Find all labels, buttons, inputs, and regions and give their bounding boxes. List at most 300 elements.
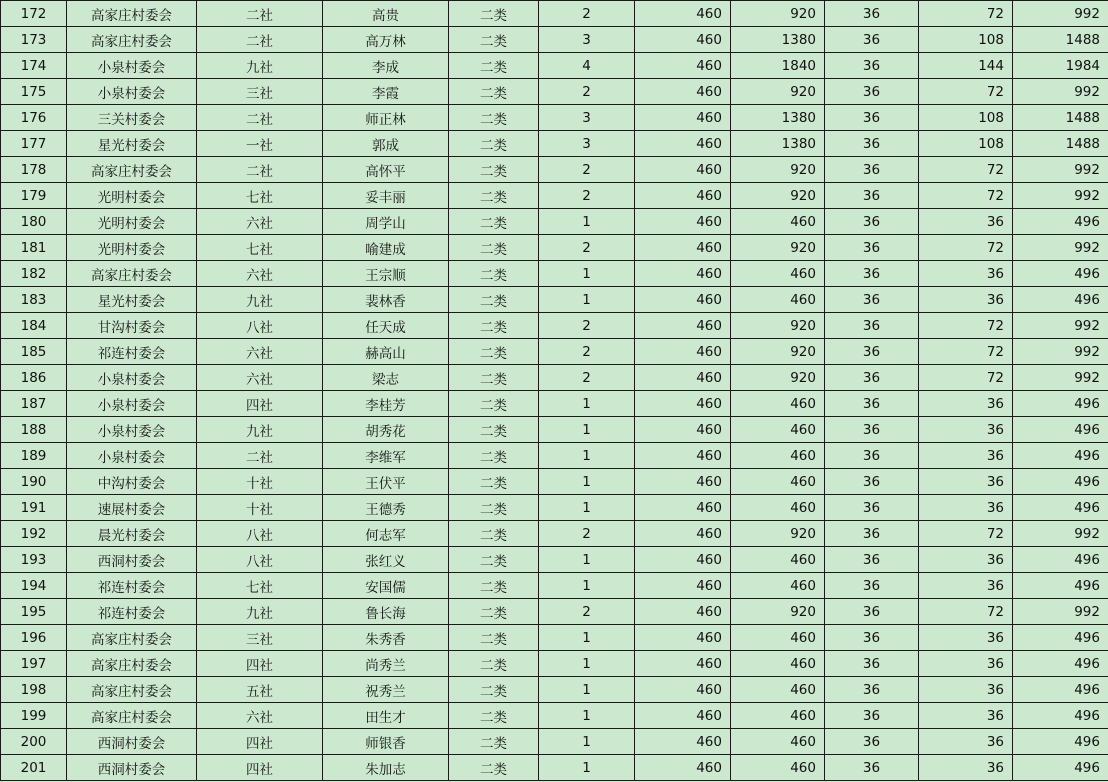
cell-household-count[interactable]: 3 [539, 27, 635, 53]
cell-village-committee[interactable]: 高家庄村委会 [67, 651, 197, 677]
cell-category[interactable]: 二类 [449, 729, 539, 755]
cell-subtotal-amount[interactable]: 460 [731, 469, 825, 495]
cell-extra-unit[interactable]: 36 [825, 27, 919, 53]
cell-group[interactable]: 四社 [197, 391, 323, 417]
cell-village-committee[interactable]: 光明村委会 [67, 183, 197, 209]
cell-subtotal-amount[interactable]: 920 [731, 157, 825, 183]
cell-category[interactable]: 二类 [449, 521, 539, 547]
cell-total-amount[interactable]: 992 [1013, 313, 1108, 339]
cell-household-count[interactable]: 1 [539, 209, 635, 235]
cell-subtotal-amount[interactable]: 460 [731, 391, 825, 417]
cell-group[interactable]: 二社 [197, 1, 323, 27]
cell-total-amount[interactable]: 496 [1013, 391, 1108, 417]
cell-group[interactable]: 六社 [197, 209, 323, 235]
cell-unit-standard[interactable]: 460 [635, 703, 731, 729]
cell-extra-unit[interactable]: 36 [825, 157, 919, 183]
cell-row-number[interactable]: 191 [1, 495, 67, 521]
cell-village-committee[interactable]: 甘沟村委会 [67, 313, 197, 339]
cell-subtotal-amount[interactable]: 460 [731, 703, 825, 729]
cell-extra-unit[interactable]: 36 [825, 1, 919, 27]
cell-unit-standard[interactable]: 460 [635, 677, 731, 703]
cell-unit-standard[interactable]: 460 [635, 469, 731, 495]
cell-subtotal-amount[interactable]: 1840 [731, 53, 825, 79]
cell-group[interactable]: 二社 [197, 27, 323, 53]
cell-unit-standard[interactable]: 460 [635, 573, 731, 599]
cell-household-count[interactable]: 1 [539, 677, 635, 703]
cell-total-amount[interactable]: 992 [1013, 235, 1108, 261]
cell-category[interactable]: 二类 [449, 53, 539, 79]
cell-row-number[interactable]: 177 [1, 131, 67, 157]
cell-village-committee[interactable]: 速展村委会 [67, 495, 197, 521]
cell-unit-standard[interactable]: 460 [635, 495, 731, 521]
cell-name[interactable]: 尚秀兰 [323, 651, 449, 677]
cell-extra-unit[interactable]: 36 [825, 443, 919, 469]
cell-category[interactable]: 二类 [449, 703, 539, 729]
cell-category[interactable]: 二类 [449, 599, 539, 625]
cell-group[interactable]: 八社 [197, 521, 323, 547]
cell-unit-standard[interactable]: 460 [635, 1, 731, 27]
cell-extra-unit[interactable]: 36 [825, 625, 919, 651]
cell-category[interactable]: 二类 [449, 755, 539, 781]
cell-category[interactable]: 二类 [449, 573, 539, 599]
cell-total-amount[interactable]: 496 [1013, 469, 1108, 495]
cell-total-amount[interactable]: 1488 [1013, 131, 1108, 157]
cell-subtotal-amount[interactable]: 920 [731, 235, 825, 261]
cell-subtotal-amount[interactable]: 460 [731, 417, 825, 443]
cell-extra-unit[interactable]: 36 [825, 235, 919, 261]
cell-group[interactable]: 九社 [197, 599, 323, 625]
cell-subtotal-amount[interactable]: 1380 [731, 105, 825, 131]
cell-household-count[interactable]: 2 [539, 183, 635, 209]
cell-village-committee[interactable]: 西洞村委会 [67, 547, 197, 573]
cell-group[interactable]: 四社 [197, 651, 323, 677]
cell-name[interactable]: 师银香 [323, 729, 449, 755]
cell-group[interactable]: 四社 [197, 729, 323, 755]
cell-row-number[interactable]: 184 [1, 313, 67, 339]
cell-extra-unit[interactable]: 36 [825, 677, 919, 703]
cell-village-committee[interactable]: 高家庄村委会 [67, 1, 197, 27]
cell-village-committee[interactable]: 小泉村委会 [67, 391, 197, 417]
cell-category[interactable]: 二类 [449, 651, 539, 677]
cell-household-count[interactable]: 2 [539, 365, 635, 391]
cell-row-number[interactable]: 197 [1, 651, 67, 677]
cell-extra-unit[interactable]: 36 [825, 599, 919, 625]
cell-total-amount[interactable]: 1488 [1013, 105, 1108, 131]
cell-extra-unit[interactable]: 36 [825, 651, 919, 677]
cell-extra-unit[interactable]: 36 [825, 261, 919, 287]
cell-name[interactable]: 梁志 [323, 365, 449, 391]
cell-subtotal-amount[interactable]: 460 [731, 287, 825, 313]
cell-row-number[interactable]: 175 [1, 79, 67, 105]
cell-category[interactable]: 二类 [449, 105, 539, 131]
cell-name[interactable]: 李桂芳 [323, 391, 449, 417]
cell-total-amount[interactable]: 496 [1013, 547, 1108, 573]
cell-subtotal-amount[interactable]: 460 [731, 495, 825, 521]
cell-total-amount[interactable]: 992 [1013, 599, 1108, 625]
cell-village-committee[interactable]: 星光村委会 [67, 287, 197, 313]
cell-row-number[interactable]: 192 [1, 521, 67, 547]
cell-name[interactable]: 喻建成 [323, 235, 449, 261]
cell-row-number[interactable]: 173 [1, 27, 67, 53]
cell-category[interactable]: 二类 [449, 339, 539, 365]
cell-total-amount[interactable]: 496 [1013, 755, 1108, 781]
cell-extra-amount[interactable]: 72 [919, 339, 1013, 365]
cell-unit-standard[interactable]: 460 [635, 131, 731, 157]
cell-category[interactable]: 二类 [449, 183, 539, 209]
cell-row-number[interactable]: 180 [1, 209, 67, 235]
cell-subtotal-amount[interactable]: 920 [731, 339, 825, 365]
cell-extra-amount[interactable]: 72 [919, 521, 1013, 547]
cell-village-committee[interactable]: 三关村委会 [67, 105, 197, 131]
cell-subtotal-amount[interactable]: 460 [731, 573, 825, 599]
cell-household-count[interactable]: 4 [539, 53, 635, 79]
cell-extra-unit[interactable]: 36 [825, 339, 919, 365]
cell-row-number[interactable]: 182 [1, 261, 67, 287]
cell-village-committee[interactable]: 祁连村委会 [67, 599, 197, 625]
cell-category[interactable]: 二类 [449, 547, 539, 573]
cell-group[interactable]: 四社 [197, 755, 323, 781]
cell-extra-amount[interactable]: 36 [919, 469, 1013, 495]
cell-name[interactable]: 王宗顺 [323, 261, 449, 287]
cell-extra-amount[interactable]: 36 [919, 677, 1013, 703]
cell-extra-amount[interactable]: 72 [919, 157, 1013, 183]
cell-total-amount[interactable]: 496 [1013, 729, 1108, 755]
cell-group[interactable]: 二社 [197, 443, 323, 469]
cell-unit-standard[interactable]: 460 [635, 183, 731, 209]
cell-name[interactable]: 李成 [323, 53, 449, 79]
cell-extra-amount[interactable]: 72 [919, 365, 1013, 391]
cell-village-committee[interactable]: 高家庄村委会 [67, 625, 197, 651]
cell-subtotal-amount[interactable]: 1380 [731, 131, 825, 157]
cell-group[interactable]: 九社 [197, 417, 323, 443]
cell-unit-standard[interactable]: 460 [635, 729, 731, 755]
cell-group[interactable]: 六社 [197, 339, 323, 365]
cell-group[interactable]: 九社 [197, 287, 323, 313]
cell-name[interactable]: 李维军 [323, 443, 449, 469]
cell-village-committee[interactable]: 祁连村委会 [67, 339, 197, 365]
cell-household-count[interactable]: 1 [539, 469, 635, 495]
cell-group[interactable]: 十社 [197, 495, 323, 521]
cell-row-number[interactable]: 196 [1, 625, 67, 651]
cell-unit-standard[interactable]: 460 [635, 443, 731, 469]
cell-household-count[interactable]: 2 [539, 79, 635, 105]
cell-category[interactable]: 二类 [449, 417, 539, 443]
cell-unit-standard[interactable]: 460 [635, 261, 731, 287]
cell-total-amount[interactable]: 992 [1013, 79, 1108, 105]
cell-extra-unit[interactable]: 36 [825, 495, 919, 521]
cell-category[interactable]: 二类 [449, 391, 539, 417]
cell-extra-unit[interactable]: 36 [825, 209, 919, 235]
cell-unit-standard[interactable]: 460 [635, 27, 731, 53]
cell-household-count[interactable]: 1 [539, 391, 635, 417]
cell-group[interactable]: 六社 [197, 703, 323, 729]
cell-subtotal-amount[interactable]: 920 [731, 365, 825, 391]
cell-village-committee[interactable]: 高家庄村委会 [67, 27, 197, 53]
cell-total-amount[interactable]: 496 [1013, 495, 1108, 521]
cell-group[interactable]: 八社 [197, 313, 323, 339]
cell-category[interactable]: 二类 [449, 235, 539, 261]
cell-extra-unit[interactable]: 36 [825, 521, 919, 547]
cell-extra-unit[interactable]: 36 [825, 755, 919, 781]
cell-row-number[interactable]: 172 [1, 1, 67, 27]
cell-subtotal-amount[interactable]: 460 [731, 677, 825, 703]
cell-total-amount[interactable]: 992 [1013, 1, 1108, 27]
cell-group[interactable]: 三社 [197, 79, 323, 105]
cell-household-count[interactable]: 1 [539, 755, 635, 781]
cell-group[interactable]: 六社 [197, 365, 323, 391]
cell-household-count[interactable]: 2 [539, 339, 635, 365]
cell-row-number[interactable]: 185 [1, 339, 67, 365]
cell-extra-amount[interactable]: 72 [919, 1, 1013, 27]
cell-group[interactable]: 六社 [197, 261, 323, 287]
cell-household-count[interactable]: 2 [539, 1, 635, 27]
cell-group[interactable]: 二社 [197, 105, 323, 131]
cell-category[interactable]: 二类 [449, 287, 539, 313]
cell-category[interactable]: 二类 [449, 131, 539, 157]
cell-unit-standard[interactable]: 460 [635, 105, 731, 131]
cell-extra-amount[interactable]: 36 [919, 547, 1013, 573]
cell-unit-standard[interactable]: 460 [635, 235, 731, 261]
cell-category[interactable]: 二类 [449, 261, 539, 287]
cell-row-number[interactable]: 183 [1, 287, 67, 313]
cell-extra-unit[interactable]: 36 [825, 729, 919, 755]
cell-extra-amount[interactable]: 72 [919, 235, 1013, 261]
cell-row-number[interactable]: 188 [1, 417, 67, 443]
cell-village-committee[interactable]: 光明村委会 [67, 235, 197, 261]
cell-row-number[interactable]: 181 [1, 235, 67, 261]
cell-name[interactable]: 安国儒 [323, 573, 449, 599]
cell-group[interactable]: 七社 [197, 235, 323, 261]
cell-village-committee[interactable]: 晨光村委会 [67, 521, 197, 547]
cell-extra-unit[interactable]: 36 [825, 703, 919, 729]
cell-village-committee[interactable]: 小泉村委会 [67, 79, 197, 105]
cell-total-amount[interactable]: 1984 [1013, 53, 1108, 79]
cell-subtotal-amount[interactable]: 920 [731, 1, 825, 27]
cell-group[interactable]: 七社 [197, 573, 323, 599]
cell-village-committee[interactable]: 光明村委会 [67, 209, 197, 235]
cell-row-number[interactable]: 179 [1, 183, 67, 209]
cell-household-count[interactable]: 2 [539, 235, 635, 261]
cell-household-count[interactable]: 1 [539, 625, 635, 651]
cell-extra-amount[interactable]: 36 [919, 443, 1013, 469]
cell-category[interactable]: 二类 [449, 313, 539, 339]
cell-unit-standard[interactable]: 460 [635, 521, 731, 547]
cell-village-committee[interactable]: 高家庄村委会 [67, 261, 197, 287]
cell-row-number[interactable]: 193 [1, 547, 67, 573]
cell-name[interactable]: 师正林 [323, 105, 449, 131]
cell-row-number[interactable]: 199 [1, 703, 67, 729]
cell-household-count[interactable]: 2 [539, 521, 635, 547]
cell-total-amount[interactable]: 992 [1013, 521, 1108, 547]
cell-subtotal-amount[interactable]: 920 [731, 79, 825, 105]
cell-name[interactable]: 鲁长海 [323, 599, 449, 625]
cell-total-amount[interactable]: 496 [1013, 677, 1108, 703]
cell-name[interactable]: 高万林 [323, 27, 449, 53]
cell-name[interactable]: 王德秀 [323, 495, 449, 521]
cell-village-committee[interactable]: 星光村委会 [67, 131, 197, 157]
cell-household-count[interactable]: 1 [539, 547, 635, 573]
cell-row-number[interactable]: 201 [1, 755, 67, 781]
cell-total-amount[interactable]: 496 [1013, 287, 1108, 313]
cell-total-amount[interactable]: 992 [1013, 365, 1108, 391]
cell-extra-amount[interactable]: 36 [919, 391, 1013, 417]
cell-total-amount[interactable]: 992 [1013, 157, 1108, 183]
cell-name[interactable]: 郭成 [323, 131, 449, 157]
cell-total-amount[interactable]: 992 [1013, 339, 1108, 365]
cell-extra-unit[interactable]: 36 [825, 547, 919, 573]
cell-extra-amount[interactable]: 36 [919, 651, 1013, 677]
cell-unit-standard[interactable]: 460 [635, 79, 731, 105]
cell-subtotal-amount[interactable]: 920 [731, 521, 825, 547]
cell-extra-unit[interactable]: 36 [825, 131, 919, 157]
cell-unit-standard[interactable]: 460 [635, 755, 731, 781]
cell-group[interactable]: 一社 [197, 131, 323, 157]
cell-household-count[interactable]: 1 [539, 495, 635, 521]
cell-extra-amount[interactable]: 36 [919, 495, 1013, 521]
cell-unit-standard[interactable]: 460 [635, 287, 731, 313]
cell-total-amount[interactable]: 496 [1013, 573, 1108, 599]
cell-extra-amount[interactable]: 36 [919, 729, 1013, 755]
cell-row-number[interactable]: 194 [1, 573, 67, 599]
cell-row-number[interactable]: 176 [1, 105, 67, 131]
cell-name[interactable]: 李霞 [323, 79, 449, 105]
cell-village-committee[interactable]: 高家庄村委会 [67, 157, 197, 183]
cell-group[interactable]: 七社 [197, 183, 323, 209]
cell-subtotal-amount[interactable]: 460 [731, 755, 825, 781]
cell-category[interactable]: 二类 [449, 677, 539, 703]
cell-total-amount[interactable]: 1488 [1013, 27, 1108, 53]
cell-unit-standard[interactable]: 460 [635, 209, 731, 235]
cell-village-committee[interactable]: 高家庄村委会 [67, 677, 197, 703]
cell-subtotal-amount[interactable]: 460 [731, 261, 825, 287]
cell-extra-unit[interactable]: 36 [825, 287, 919, 313]
cell-extra-amount[interactable]: 36 [919, 209, 1013, 235]
cell-row-number[interactable]: 187 [1, 391, 67, 417]
cell-extra-amount[interactable]: 36 [919, 625, 1013, 651]
cell-row-number[interactable]: 174 [1, 53, 67, 79]
cell-village-committee[interactable]: 小泉村委会 [67, 53, 197, 79]
cell-extra-unit[interactable]: 36 [825, 313, 919, 339]
cell-unit-standard[interactable]: 460 [635, 339, 731, 365]
cell-category[interactable]: 二类 [449, 27, 539, 53]
cell-category[interactable]: 二类 [449, 469, 539, 495]
cell-name[interactable]: 朱秀香 [323, 625, 449, 651]
cell-unit-standard[interactable]: 460 [635, 157, 731, 183]
cell-household-count[interactable]: 1 [539, 651, 635, 677]
cell-extra-unit[interactable]: 36 [825, 53, 919, 79]
cell-extra-amount[interactable]: 108 [919, 27, 1013, 53]
cell-group[interactable]: 五社 [197, 677, 323, 703]
cell-village-committee[interactable]: 小泉村委会 [67, 365, 197, 391]
cell-unit-standard[interactable]: 460 [635, 53, 731, 79]
cell-name[interactable]: 张红义 [323, 547, 449, 573]
cell-household-count[interactable]: 3 [539, 131, 635, 157]
cell-total-amount[interactable]: 992 [1013, 183, 1108, 209]
cell-extra-amount[interactable]: 36 [919, 755, 1013, 781]
cell-village-committee[interactable]: 小泉村委会 [67, 443, 197, 469]
cell-group[interactable]: 九社 [197, 53, 323, 79]
cell-extra-unit[interactable]: 36 [825, 365, 919, 391]
cell-subtotal-amount[interactable]: 460 [731, 651, 825, 677]
cell-name[interactable]: 任天成 [323, 313, 449, 339]
cell-village-committee[interactable]: 高家庄村委会 [67, 703, 197, 729]
cell-extra-amount[interactable]: 36 [919, 573, 1013, 599]
cell-extra-amount[interactable]: 36 [919, 703, 1013, 729]
cell-name[interactable]: 朱加志 [323, 755, 449, 781]
cell-category[interactable]: 二类 [449, 365, 539, 391]
cell-extra-amount[interactable]: 36 [919, 417, 1013, 443]
cell-household-count[interactable]: 1 [539, 417, 635, 443]
cell-extra-unit[interactable]: 36 [825, 105, 919, 131]
cell-subtotal-amount[interactable]: 460 [731, 625, 825, 651]
cell-unit-standard[interactable]: 460 [635, 391, 731, 417]
cell-unit-standard[interactable]: 460 [635, 599, 731, 625]
cell-household-count[interactable]: 1 [539, 287, 635, 313]
cell-village-committee[interactable]: 西洞村委会 [67, 729, 197, 755]
cell-category[interactable]: 二类 [449, 157, 539, 183]
cell-name[interactable]: 王伏平 [323, 469, 449, 495]
cell-household-count[interactable]: 1 [539, 261, 635, 287]
cell-row-number[interactable]: 190 [1, 469, 67, 495]
cell-name[interactable]: 田生才 [323, 703, 449, 729]
cell-subtotal-amount[interactable]: 460 [731, 443, 825, 469]
cell-extra-unit[interactable]: 36 [825, 391, 919, 417]
cell-household-count[interactable]: 2 [539, 157, 635, 183]
cell-subtotal-amount[interactable]: 460 [731, 547, 825, 573]
cell-row-number[interactable]: 195 [1, 599, 67, 625]
cell-category[interactable]: 二类 [449, 495, 539, 521]
cell-subtotal-amount[interactable]: 1380 [731, 27, 825, 53]
cell-household-count[interactable]: 1 [539, 703, 635, 729]
cell-village-committee[interactable]: 祁连村委会 [67, 573, 197, 599]
cell-group[interactable]: 三社 [197, 625, 323, 651]
cell-unit-standard[interactable]: 460 [635, 625, 731, 651]
cell-row-number[interactable]: 198 [1, 677, 67, 703]
cell-name[interactable]: 赫高山 [323, 339, 449, 365]
cell-name[interactable]: 妥丰丽 [323, 183, 449, 209]
cell-village-committee[interactable]: 西洞村委会 [67, 755, 197, 781]
cell-name[interactable]: 胡秀花 [323, 417, 449, 443]
cell-extra-amount[interactable]: 36 [919, 287, 1013, 313]
cell-group[interactable]: 八社 [197, 547, 323, 573]
cell-name[interactable]: 周学山 [323, 209, 449, 235]
cell-name[interactable]: 高怀平 [323, 157, 449, 183]
cell-unit-standard[interactable]: 460 [635, 651, 731, 677]
cell-category[interactable]: 二类 [449, 625, 539, 651]
cell-extra-amount[interactable]: 72 [919, 183, 1013, 209]
cell-category[interactable]: 二类 [449, 209, 539, 235]
cell-village-committee[interactable]: 中沟村委会 [67, 469, 197, 495]
cell-subtotal-amount[interactable]: 920 [731, 313, 825, 339]
cell-extra-amount[interactable]: 144 [919, 53, 1013, 79]
cell-extra-unit[interactable]: 36 [825, 183, 919, 209]
cell-total-amount[interactable]: 496 [1013, 703, 1108, 729]
cell-extra-amount[interactable]: 72 [919, 79, 1013, 105]
cell-extra-unit[interactable]: 36 [825, 417, 919, 443]
cell-unit-standard[interactable]: 460 [635, 365, 731, 391]
cell-total-amount[interactable]: 496 [1013, 417, 1108, 443]
cell-extra-amount[interactable]: 72 [919, 313, 1013, 339]
cell-extra-unit[interactable]: 36 [825, 79, 919, 105]
cell-subtotal-amount[interactable]: 920 [731, 599, 825, 625]
cell-row-number[interactable]: 186 [1, 365, 67, 391]
cell-unit-standard[interactable]: 460 [635, 417, 731, 443]
cell-total-amount[interactable]: 496 [1013, 651, 1108, 677]
cell-name[interactable]: 祝秀兰 [323, 677, 449, 703]
cell-category[interactable]: 二类 [449, 79, 539, 105]
cell-household-count[interactable]: 1 [539, 729, 635, 755]
cell-extra-unit[interactable]: 36 [825, 469, 919, 495]
